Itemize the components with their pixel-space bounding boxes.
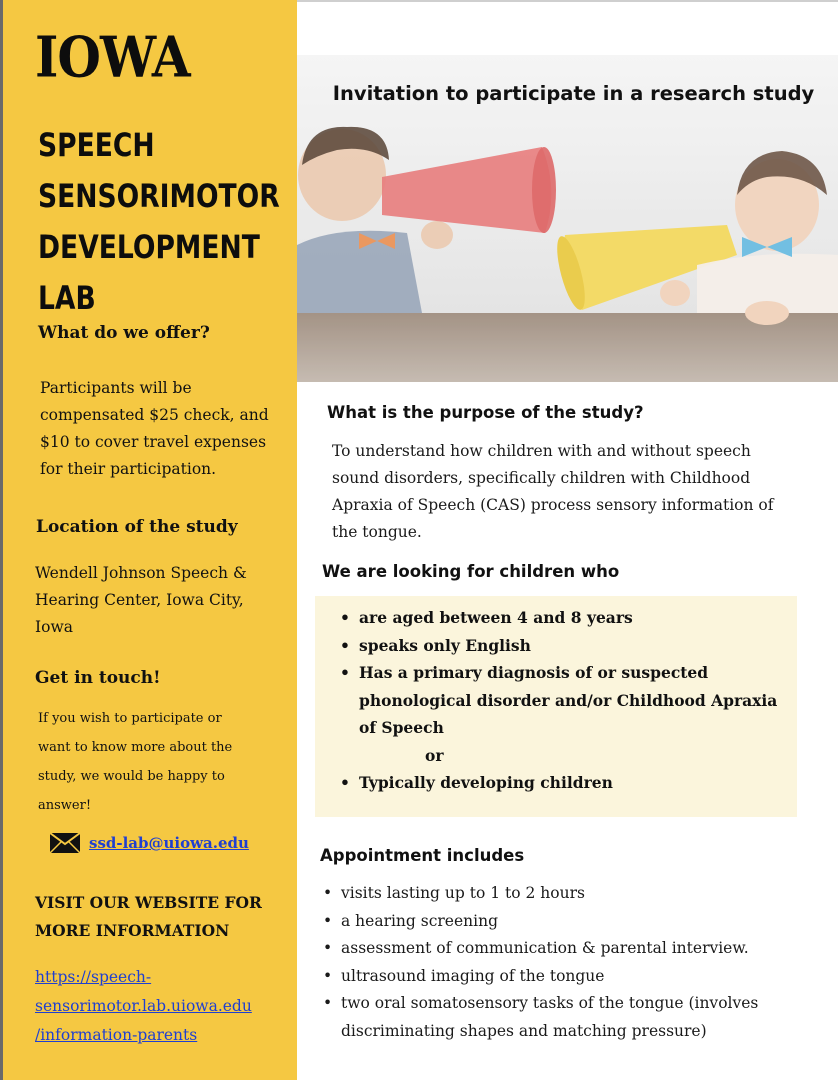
- offer-text-line: compensated $25 check, and: [40, 406, 269, 424]
- location-line: Hearing Center, Iowa City,: [35, 591, 244, 609]
- list-item: • assessment of communication & parental interview.: [323, 935, 803, 963]
- criteria-list: [340, 604, 790, 797]
- lab-name: [38, 120, 304, 324]
- purpose-heading: What is the purpose of the study?: [327, 403, 644, 422]
- purpose-line: sound disorders, specifically children with Childhood: [332, 469, 751, 487]
- website-link-line: /information-parents: [35, 1026, 198, 1044]
- website-heading-line: MORE INFORMATION: [35, 921, 230, 940]
- lab-name-line: DEVELOPMENT LAB: [38, 228, 260, 317]
- list-item: • Has a primary diagnosis of or suspected: [340, 659, 790, 687]
- contact-text: [38, 704, 232, 820]
- lab-name-line: SENSORIMOTOR: [38, 177, 280, 215]
- envelope-icon: [49, 832, 81, 854]
- purpose-line: the tongue.: [332, 523, 422, 541]
- contact-heading: Get in touch!: [35, 668, 161, 688]
- website-link-line: sensorimotor.lab.uiowa.edu: [35, 997, 252, 1015]
- iowa-logo: IOWA: [35, 24, 190, 91]
- purpose-line: Apraxia of Speech (CAS) process sensory information of: [332, 496, 774, 514]
- list-item-continuation: of Speech: [359, 718, 444, 737]
- lab-name-line: SPEECH: [38, 126, 155, 164]
- offer-heading: What do we offer?: [38, 323, 210, 343]
- list-item: • speaks only English: [340, 632, 790, 660]
- appointment-list: [323, 880, 803, 1045]
- email-link[interactable]: ssd-lab@uiowa.edu: [89, 834, 249, 852]
- purpose-text: [332, 438, 774, 546]
- or-separator: or: [425, 745, 444, 765]
- invitation-title: Invitation to participate in a research study: [332, 82, 815, 105]
- purpose-line: To understand how children with and without speech: [332, 442, 751, 460]
- email-row: [49, 832, 249, 854]
- top-rule: [297, 0, 838, 2]
- location-line: Wendell Johnson Speech &: [35, 564, 247, 582]
- offer-text-line: Participants will be: [40, 379, 192, 397]
- offer-text-line: $10 to cover travel expenses: [40, 433, 267, 451]
- looking-heading: We are looking for children who: [322, 562, 620, 581]
- list-item: • a hearing screening: [323, 908, 803, 936]
- website-link-line: https://speech-: [35, 968, 152, 986]
- appointment-heading: Appointment includes: [320, 846, 525, 865]
- list-item: • two oral somatosensory tasks of the tongue (involves: [323, 990, 803, 1018]
- website-heading-line: VISIT OUR WEBSITE FOR: [35, 893, 262, 912]
- list-item: • visits lasting up to 1 to 2 hours: [323, 880, 803, 908]
- location-line: Iowa: [35, 618, 73, 636]
- list-item: • Typically developing children: [340, 769, 790, 797]
- offer-text: [40, 375, 269, 483]
- location-text: [35, 560, 247, 641]
- list-item: • are aged between 4 and 8 years: [340, 604, 790, 632]
- contact-line: want to know more about the: [38, 740, 233, 755]
- contact-line: answer!: [38, 798, 92, 813]
- website-link[interactable]: [35, 963, 275, 1050]
- sidebar: [0, 0, 297, 1080]
- offer-text-line: for their participation.: [40, 460, 217, 478]
- contact-line: If you wish to participate or: [38, 711, 222, 726]
- list-item-continuation: phonological disorder and/or Childhood Apraxia: [359, 690, 778, 710]
- list-item-continuation: discriminating shapes and matching pressure): [341, 1021, 707, 1040]
- contact-line: study, we would be happy to: [38, 769, 225, 784]
- list-item: • ultrasound imaging of the tongue: [323, 963, 803, 991]
- location-heading: Location of the study: [36, 517, 238, 537]
- website-heading: [35, 889, 262, 945]
